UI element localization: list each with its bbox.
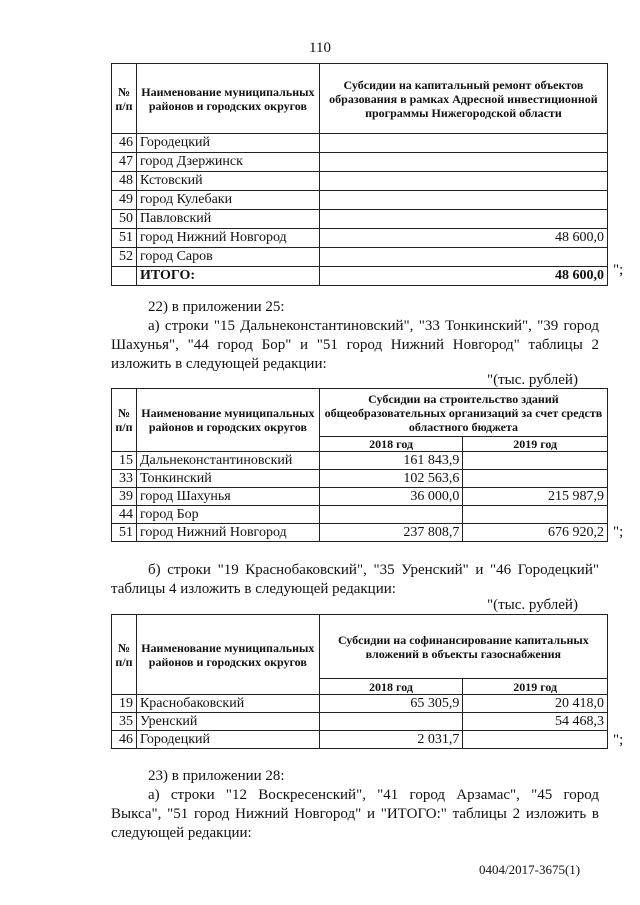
table-row <box>112 452 608 470</box>
table-row <box>112 134 608 153</box>
row-num: 48 <box>112 172 137 191</box>
para-line: а) строки "15 Дальнеконстантиновский", "33 Тонкинский", "39 город <box>148 318 599 334</box>
row-num: 39 <box>112 488 137 506</box>
table-row <box>112 153 608 172</box>
row-value-2019 <box>463 506 608 524</box>
row-num: 52 <box>112 248 137 267</box>
table-row <box>112 191 608 210</box>
table-row <box>112 488 608 506</box>
col-header-name: Наименование муниципальных районов и городских округов <box>136 615 319 695</box>
section22-heading: 22) в приложении 25: <box>148 299 285 315</box>
page-number: 110 <box>309 40 331 56</box>
row-num: 44 <box>112 506 137 524</box>
para-line: следующей редакции: <box>111 825 252 841</box>
document-code: 0404/2017-3675(1) <box>479 862 581 877</box>
row-name: Краснобаковский <box>136 695 319 713</box>
table-row <box>112 524 608 542</box>
row-name: город Бор <box>136 506 319 524</box>
row-num: 35 <box>112 713 137 731</box>
table-row <box>112 713 608 731</box>
table-row <box>112 470 608 488</box>
para-line: а) строки "12 Воскресенский", "41 город Арзамас", "45 город <box>148 787 599 803</box>
row-value-2019: 20 418,0 <box>463 695 608 713</box>
row-num: 50 <box>112 210 137 229</box>
section23-heading: 23) в приложении 28: <box>148 768 285 784</box>
table2-closing-quote: "; <box>613 524 624 540</box>
row-name: город Шахунья <box>136 488 319 506</box>
row-name: Кстовский <box>136 172 319 191</box>
row-num: 49 <box>112 191 137 210</box>
row-num: 19 <box>112 695 137 713</box>
para-line: изложить в следующей редакции: <box>111 356 327 372</box>
row-value-2018 <box>319 713 463 731</box>
table-row <box>112 172 608 191</box>
row-value-2018: 36 000,0 <box>319 488 463 506</box>
col-header-2019: 2019 год <box>463 679 608 695</box>
row-value-2019 <box>463 731 608 749</box>
table-row <box>112 506 608 524</box>
row-name: город Нижний Новгород <box>136 524 319 542</box>
row-num: 15 <box>112 452 137 470</box>
row-name: город Кулебаки <box>136 191 319 210</box>
row-value-2019 <box>463 470 608 488</box>
row-value <box>319 153 607 172</box>
table-row <box>112 731 608 749</box>
row-value-2018 <box>319 506 463 524</box>
para-line: таблицы 4 изложить в следующей редакции: <box>111 581 396 597</box>
table-row <box>112 248 608 267</box>
row-value-2019: 676 920,2 <box>463 524 608 542</box>
row-value-2018: 237 808,7 <box>319 524 463 542</box>
row-name: Павловский <box>136 210 319 229</box>
table1-closing-quote: "; <box>613 262 624 278</box>
row-value <box>319 134 607 153</box>
row-value-2019 <box>463 452 608 470</box>
col-header-value: Субсидии на капитальный ремонт объектов образования в рамках Адресной инвестиционной программы Нижегородской области <box>319 64 607 134</box>
total-value: 48 600,0 <box>319 267 607 286</box>
row-num: 46 <box>112 731 137 749</box>
row-name: Городецкий <box>136 134 319 153</box>
unit-label: "(тыс. рублей) <box>487 372 578 388</box>
row-value <box>319 210 607 229</box>
row-name: город Нижний Новгород <box>136 229 319 248</box>
row-num: 47 <box>112 153 137 172</box>
col-header-num: № п/п <box>112 64 137 134</box>
row-name: Городецкий <box>136 731 319 749</box>
row-value-2019: 54 468,3 <box>463 713 608 731</box>
col-header-2018: 2018 год <box>319 437 463 452</box>
col-header-2018: 2018 год <box>319 679 463 695</box>
total-num-cell <box>112 267 137 286</box>
col-header-value: Субсидии на софинансирование капитальных вложений в объекты газоснабжения <box>319 615 607 679</box>
table-gas-supply <box>111 614 608 749</box>
row-name: Дальнеконстантиновский <box>136 452 319 470</box>
row-value-2018: 102 563,6 <box>319 470 463 488</box>
col-header-name: Наименование муниципальных районов и городских округов <box>136 64 319 134</box>
row-num: 51 <box>112 229 137 248</box>
row-name: Уренский <box>136 713 319 731</box>
row-value <box>319 191 607 210</box>
table-row <box>112 210 608 229</box>
row-num: 51 <box>112 524 137 542</box>
table3-closing-quote: "; <box>613 732 624 748</box>
col-header-name: Наименование муниципальных районов и городских округов <box>136 389 319 452</box>
para-line: Шахунья", "44 город Бор" и "51 город Нижний Новгород" таблицы 2 <box>111 337 599 353</box>
row-value-2018: 161 843,9 <box>319 452 463 470</box>
col-header-num: № п/п <box>112 615 137 695</box>
row-value <box>319 248 607 267</box>
row-num: 33 <box>112 470 137 488</box>
table-row <box>112 229 608 248</box>
col-header-value: Субсидии на строительство зданий общеобразовательных организаций за счет средств областного бюджета <box>319 389 607 437</box>
section22-paragraph <box>111 317 599 374</box>
table-row <box>112 695 608 713</box>
row-value: 48 600,0 <box>319 229 607 248</box>
row-value-2019: 215 987,9 <box>463 488 608 506</box>
unit-label: "(тыс. рублей) <box>487 597 578 613</box>
row-name: Тонкинский <box>136 470 319 488</box>
col-header-2019: 2019 год <box>463 437 608 452</box>
row-name: город Дзержинск <box>136 153 319 172</box>
row-value-2018: 65 305,9 <box>319 695 463 713</box>
table-capital-repair <box>111 63 608 286</box>
section22b-paragraph <box>111 561 599 599</box>
col-header-num: № п/п <box>112 389 137 452</box>
row-value-2018: 2 031,7 <box>319 731 463 749</box>
row-num: 46 <box>112 134 137 153</box>
total-label: ИТОГО: <box>136 267 319 286</box>
section23-paragraph <box>111 786 599 843</box>
row-name: город Саров <box>136 248 319 267</box>
table-school-construction <box>111 388 608 542</box>
para-line: б) строки "19 Краснобаковский", "35 Уренский" и "46 Городецкий" <box>148 562 599 578</box>
row-value <box>319 172 607 191</box>
para-line: Выкса", "51 город Нижний Новгород" и "ИТОГО:" таблицы 2 изложить в <box>111 806 599 822</box>
